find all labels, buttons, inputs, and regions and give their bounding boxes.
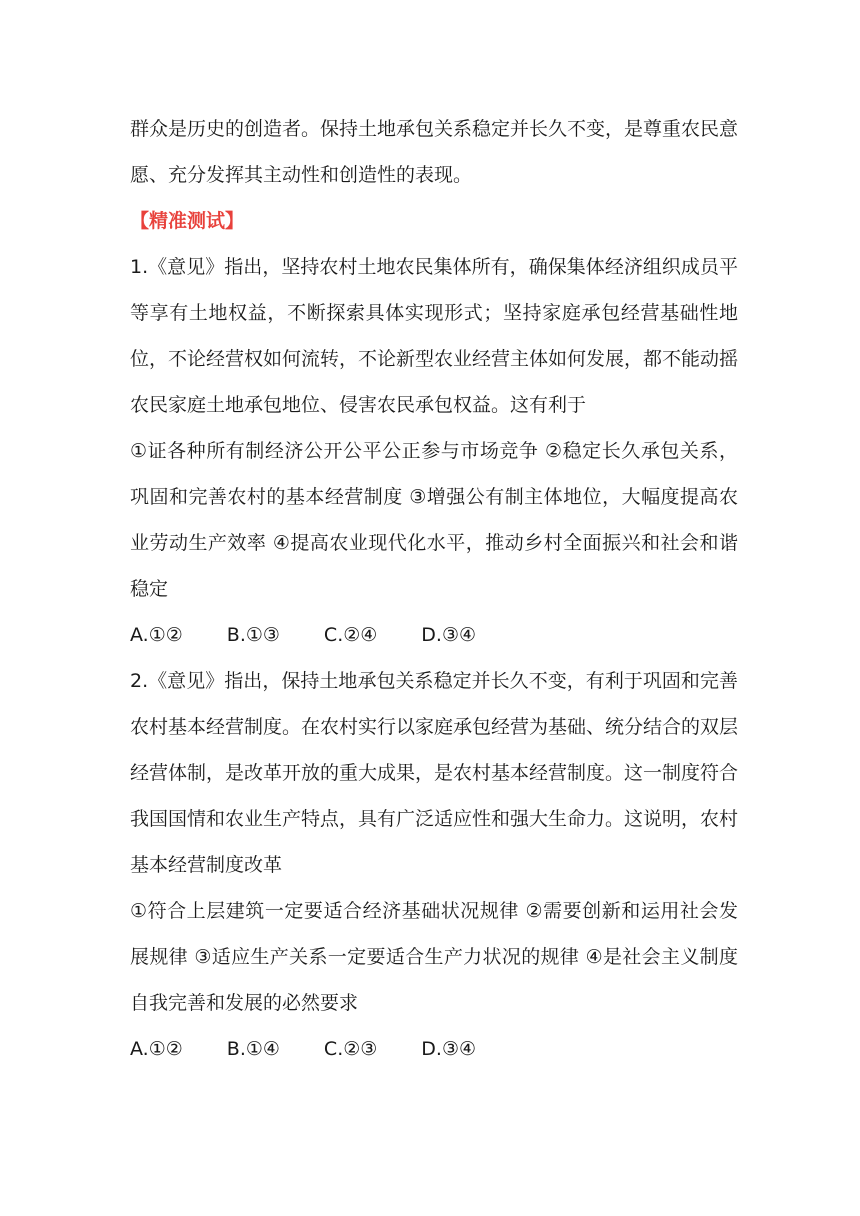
question-stem: 1.《意见》指出，坚持农村土地农民集体所有，确保集体经济组织成员平等享有土地权益，不断探索具体实现形式；坚持家庭承包经营基础性地位，不论经营权如何流转，不论新型农业经营主体如何发展，都不能动摇农民家庭土地承包地位、侵害农民承包权益。这有利于 [130,256,739,416]
question-2 [130,658,738,1072]
option-c: C.②④ [323,624,378,646]
option-a: A.①② [130,1038,183,1060]
option-d: D.③④ [421,624,477,646]
intro-paragraph: 群众是历史的创造者。保持土地承包关系稳定并长久不变，是尊重农民意愿、充分发挥其主动性和创造性的表现。 [130,118,739,186]
section-heading: 【精准测试】 [130,210,245,232]
answer-options [130,612,738,658]
option-d: D.③④ [421,1038,477,1060]
option-c: C.②③ [323,1038,378,1060]
question-statements: ①符合上层建筑一定要适合经济基础状况规律 ②需要创新和运用社会发展规律 ③适应生产关系一定要适合生产力状况的规律 ④是社会主义制度自我完善和发展的必然要求 [130,900,738,1014]
option-b: B.①④ [226,1038,280,1060]
question-stem: 2.《意见》指出，保持土地承包关系稳定并长久不变，有利于巩固和完善农村基本经营制度。在农村实行以家庭承包经营为基础、统分结合的双层经营体制，是改革开放的重大成果，是农村基本经营制度。这一制度符合我国国情和农业生产特点，具有广泛适应性和强大生命力。这说明，农村基本经营制度改革 [130,670,739,876]
option-a: A.①② [130,624,183,646]
option-b: B.①③ [226,624,280,646]
question-1 [130,244,738,658]
document-body [130,106,738,1072]
answer-options [130,1026,738,1072]
question-statements: ①证各种所有制经济公开公平公正参与市场竞争 ②稳定长久承包关系，巩固和完善农村的基本经营制度 ③增强公有制主体地位，大幅度提高农业劳动生产效率 ④提高农业现代化水平，推动乡村全面振兴和社会和谐稳定 [130,440,738,600]
